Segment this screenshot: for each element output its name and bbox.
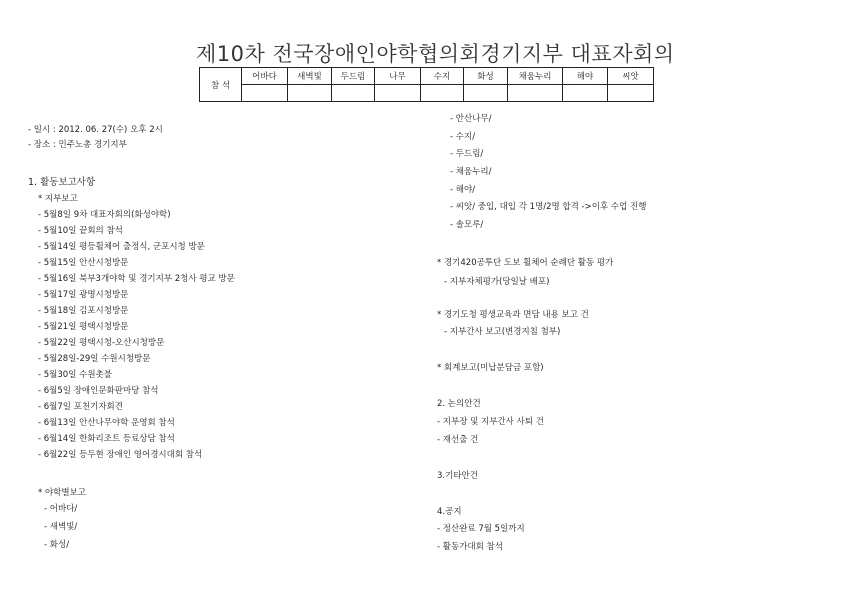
list-item: - 5월18일 김포시청방문 <box>38 306 129 316</box>
list-item: - 재선출 건 <box>437 435 479 445</box>
attendance-column: 채움누리 <box>508 68 563 85</box>
section-heading: 3.기타안건 <box>437 471 478 481</box>
list-item: - 5월10일 끝회의 참석 <box>38 226 123 236</box>
attendance-cell <box>242 85 288 102</box>
list-item: - 채움누리/ <box>450 167 492 177</box>
attendance-cell <box>375 85 421 102</box>
list-item: - 솔모루/ <box>450 220 484 230</box>
attendance-cell <box>332 85 375 102</box>
list-item: - 5월14일 평등휠체어 출정식, 군포시청 방문 <box>38 242 205 252</box>
attendance-column: 화성 <box>464 68 508 85</box>
page-title: 제10차 전국장애인야학협의회경기지부 대표자회의 <box>196 42 675 66</box>
list-item: - 지부간사 보고(변경지침 첨부) <box>444 327 561 337</box>
meeting-place: - 장소 : 민주노총 경기지부 <box>28 140 127 150</box>
attendance-cell <box>464 85 508 102</box>
attendance-cell <box>508 85 563 102</box>
list-item: - 5월16일 북부3개야학 및 경기지부 2청사 평교 방문 <box>38 274 235 284</box>
meeting-date: - 일시 : 2012. 06. 27(수) 오후 2시 <box>28 125 163 135</box>
list-item: - 6월13일 안산나무야학 운영회 참석 <box>38 418 175 428</box>
list-item: - 화성/ <box>44 540 70 550</box>
list-item: - 정산완료 7월 5일까지 <box>437 524 525 534</box>
section-heading: 4.공지 <box>437 507 462 517</box>
attendance-column: 새벽빛 <box>288 68 332 85</box>
list-item: - 6월22일 등두현 장애인 영어경시대회 참석 <box>38 450 203 460</box>
list-item: - 5월17일 광명시청방문 <box>38 290 129 300</box>
subsection-heading: * 경기도청 평생교육과 면담 내용 보고 건 <box>437 310 589 320</box>
attendance-column: 나무 <box>375 68 421 85</box>
list-item: - 5월22일 평택시청-오산시청방문 <box>38 338 165 348</box>
list-item: - 지부장 및 지부간사 사퇴 건 <box>437 417 544 427</box>
subsection-heading: * 지부보고 <box>38 194 78 204</box>
attendance-table <box>199 67 654 102</box>
attendance-label: 참 석 <box>200 68 242 102</box>
attendance-cell <box>421 85 464 102</box>
list-item: - 6월5일 장애인문화판마당 참석 <box>38 386 159 396</box>
list-item: - 안산나무/ <box>450 114 492 124</box>
list-item: - 해야/ <box>450 185 476 195</box>
attendance-column: 해야 <box>563 68 608 85</box>
list-item: - 수지/ <box>450 132 476 142</box>
attendance-cell <box>288 85 332 102</box>
list-item: - 활동가대회 참석 <box>437 542 503 552</box>
attendance-cell <box>563 85 608 102</box>
attendance-column: 두드림 <box>332 68 375 85</box>
list-item: - 6월7일 포천기자회견 <box>38 402 123 412</box>
list-item: - 씨앗/ 중입, 대입 각 1명/2명 합격 ->이후 수업 진행 <box>450 202 647 212</box>
attendance-column: 수지 <box>421 68 464 85</box>
section-heading: 2. 논의안건 <box>437 399 481 409</box>
list-item: - 새벽빛/ <box>44 522 78 532</box>
attendance-column: 씨앗 <box>608 68 654 85</box>
list-item: - 5월21일 평택시청방문 <box>38 322 129 332</box>
list-item: - 6월14일 한화리조트 등료상담 참석 <box>38 434 175 444</box>
list-item: - 두드림/ <box>450 149 484 159</box>
list-item: - 5월8일 9차 대표자회의(화성야학) <box>38 210 171 220</box>
subsection-heading: * 경기420공투단 도보 휠체어 순례단 활동 평가 <box>437 258 614 268</box>
subsection-heading: * 야학별보고 <box>38 488 87 498</box>
list-item: - 5월15일 안산시청방문 <box>38 258 129 268</box>
attendance-cell <box>608 85 654 102</box>
list-item: - 5월28일-29일 수원시청방문 <box>38 354 151 364</box>
subsection-heading: * 회계보고(미납분담금 포함) <box>437 363 544 373</box>
list-item: - 어바다/ <box>44 504 78 514</box>
list-item: - 지부자체평가(당일날 배포) <box>444 277 550 287</box>
attendance-column: 어바다 <box>242 68 288 85</box>
list-item: - 5월30일 수원촛불 <box>38 370 112 380</box>
section-heading: 1. 활동보고사항 <box>28 177 96 188</box>
